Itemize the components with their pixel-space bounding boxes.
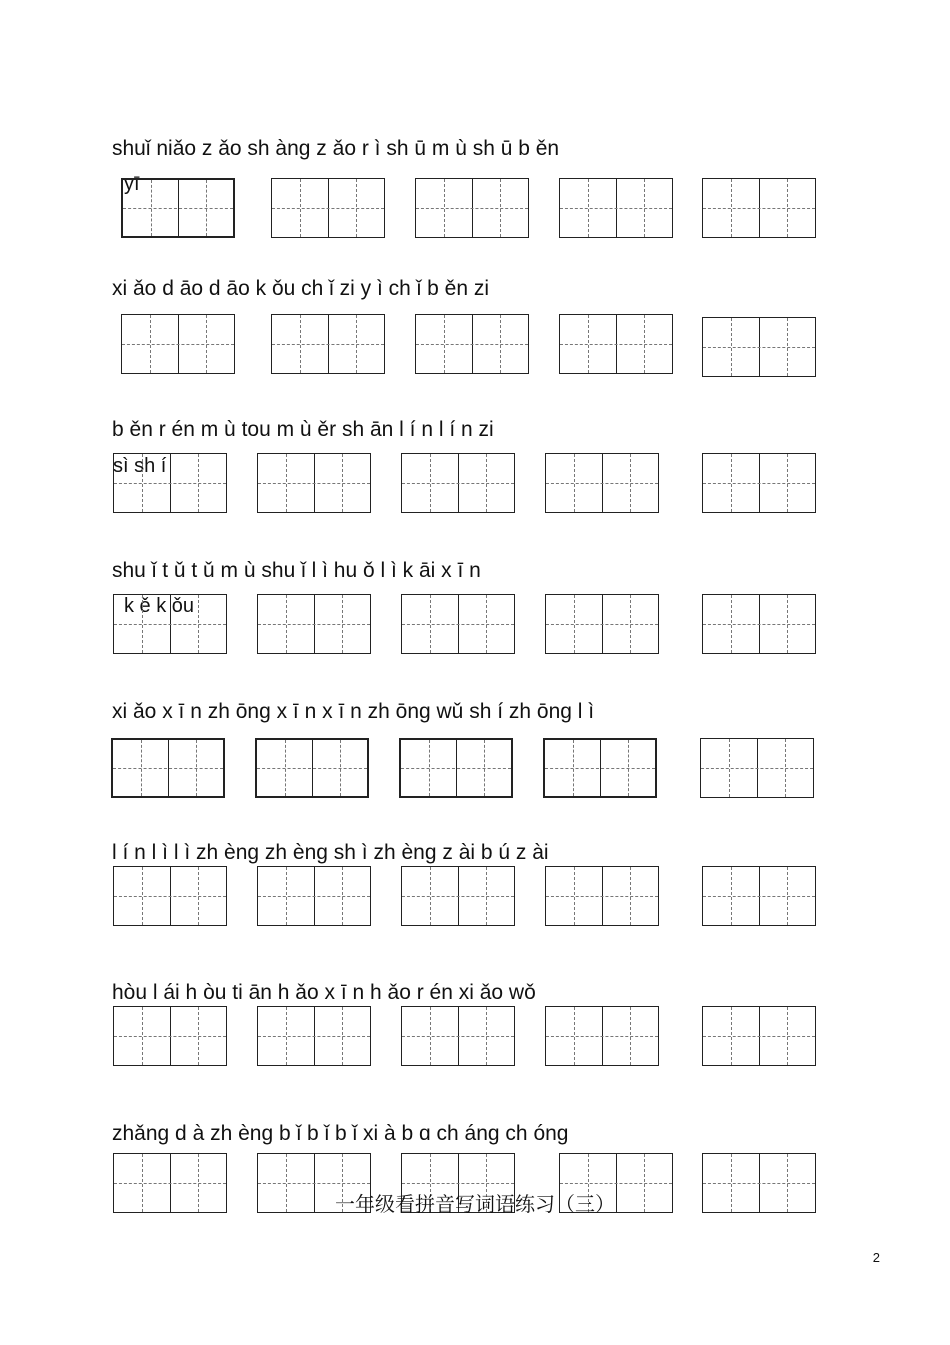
grid-row-5 (0, 738, 950, 808)
writing-box[interactable] (545, 594, 659, 654)
writing-box[interactable] (257, 1006, 371, 1066)
writing-box[interactable] (399, 738, 513, 798)
writing-box[interactable] (113, 453, 227, 513)
writing-box[interactable] (702, 1006, 816, 1066)
grid-row-2 (0, 314, 950, 384)
writing-box[interactable] (113, 1006, 227, 1066)
pinyin-row-7: hòu l ái h òu ti ān h ǎo x ī n h ǎo r én xi ǎo wǒ (112, 981, 536, 1004)
writing-box[interactable] (255, 738, 369, 798)
writing-box[interactable] (401, 594, 515, 654)
writing-box[interactable] (415, 178, 529, 238)
writing-box[interactable] (401, 453, 515, 513)
writing-box[interactable] (545, 453, 659, 513)
writing-box[interactable] (415, 314, 529, 374)
grid-row-6 (0, 866, 950, 936)
writing-box[interactable] (545, 866, 659, 926)
writing-box[interactable] (257, 453, 371, 513)
writing-box[interactable] (559, 178, 673, 238)
writing-box[interactable] (271, 178, 385, 238)
writing-box[interactable] (401, 866, 515, 926)
grid-row-1 (0, 178, 950, 248)
writing-box[interactable] (113, 866, 227, 926)
handwritten-note-row-4: k ě k ǒu (124, 595, 195, 617)
writing-box[interactable] (121, 178, 235, 238)
pinyin-row-3: b ěn r én m ù tou m ù ěr sh ān l í n l í n zi (112, 418, 494, 441)
writing-box[interactable] (702, 453, 816, 513)
grid-row-4 (0, 594, 950, 664)
writing-box[interactable] (545, 1006, 659, 1066)
writing-box[interactable] (702, 317, 816, 377)
writing-box[interactable] (702, 1153, 816, 1213)
writing-box[interactable] (257, 594, 371, 654)
worksheet-title: 一年级看拼音写词语练习（三） (335, 1192, 615, 1216)
writing-box[interactable] (702, 594, 816, 654)
handwritten-note-row-3: sì sh í (113, 455, 167, 477)
writing-box[interactable] (111, 738, 225, 798)
pinyin-row-5: xi ǎo x ī n zh ōng x ī n x ī n zh ōng wǔ sh í zh ōng l ì (112, 700, 595, 723)
writing-box[interactable] (702, 866, 816, 926)
writing-box[interactable] (113, 594, 227, 654)
writing-box[interactable] (121, 314, 235, 374)
pinyin-row-4: shu ǐ t ǔ t ǔ m ù shu ǐ l ì hu ǒ l ì k āi x ī n (112, 559, 481, 582)
writing-box[interactable] (702, 178, 816, 238)
pinyin-row-1: shuǐ niǎo z ǎo sh àng z ǎo r ì sh ū m ù sh ū b ěn (112, 137, 560, 160)
pinyin-row-6: l í n l ì l ì zh èng zh èng sh ì zh èng z ài b ú z ài (112, 841, 549, 864)
writing-box[interactable] (401, 1006, 515, 1066)
writing-box[interactable] (559, 314, 673, 374)
writing-box[interactable] (543, 738, 657, 798)
grid-row-7 (0, 1006, 950, 1076)
writing-box[interactable] (113, 1153, 227, 1213)
writing-box[interactable] (257, 866, 371, 926)
pinyin-row-2: xi ǎo d āo d āo k ǒu ch ǐ zi y ì ch ǐ b ěn zi (112, 277, 490, 300)
page-number: 2 (872, 1250, 880, 1265)
writing-box[interactable] (700, 738, 814, 798)
handwritten-note-row-1: yī (124, 173, 140, 195)
grid-row-3 (0, 453, 950, 523)
pinyin-row-8: zhǎng d à zh èng b ǐ b ǐ b ǐ xi à b ɑ ch áng ch óng (112, 1122, 569, 1145)
writing-box[interactable] (271, 314, 385, 374)
